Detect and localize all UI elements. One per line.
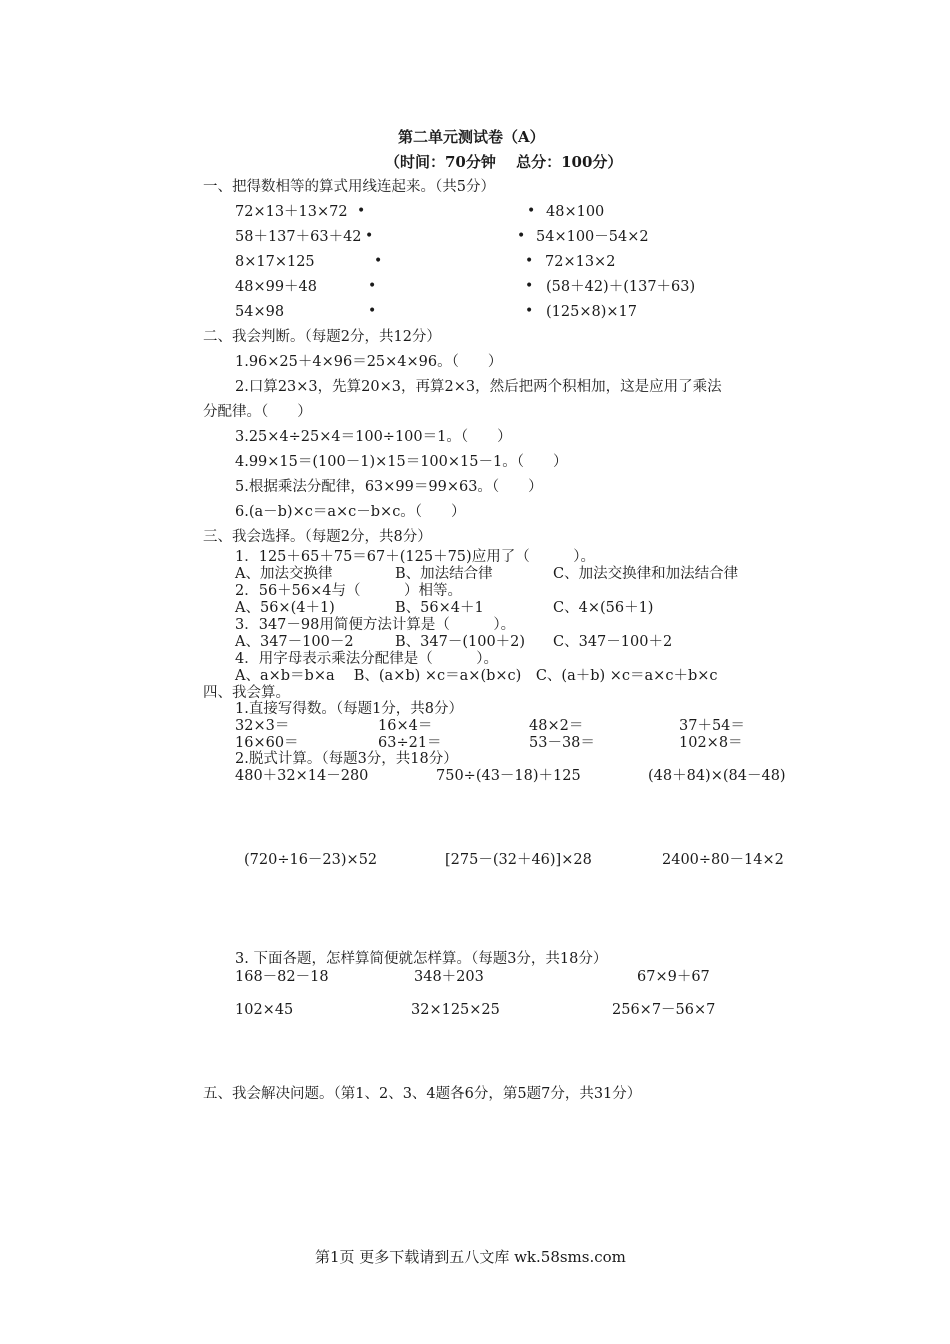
direct-calc-8: 102×8＝ [679,735,743,751]
choice-2-option-a: A、56×(4＋1) [235,600,335,616]
match-left-dot-1[interactable]: • [357,203,366,219]
match-left-dot-5[interactable]: • [368,303,377,319]
simple-calc-4: 102×45 [235,1002,294,1018]
choice-4-options: A、a×b＝b×a B、(a×b) ×c＝a×(b×c) C、(a＋b) ×c＝a×c＋b×c [235,668,718,684]
direct-calc-2: 16×4＝ [378,718,433,734]
choice-question-3: 3．347－98用简便方法计算是（ ）。 [235,617,516,633]
choice-3-option-a: A、347－100－2 [235,634,354,650]
match-left-2: 58＋137＋63＋42 [235,229,362,245]
stepwise-calc-2: 750÷(43－18)＋125 [436,768,581,784]
choice-1-option-a: A、加法交换律 [235,566,333,582]
choice-2-option-c: C、4×(56＋1) [553,600,654,616]
match-left-1: 72×13＋13×72 [235,204,348,220]
section-2-heading: 二、我会判断。（每题2分，共12分） [203,329,441,345]
match-right-dot-4[interactable]: • [525,278,534,294]
direct-calc-4: 37＋54＝ [679,718,745,734]
match-left-4: 48×99＋48 [235,279,318,295]
stepwise-calc-5: [275－(32＋46)]×28 [445,852,592,868]
judge-question-2-line-1: 2.口算23×3，先算20×3，再算2×3，然后把两个积相加，这是应用了乘法 [235,379,722,395]
match-right-3: 72×13×2 [545,254,616,270]
choice-question-2: 2．56＋56×4与（ ）相等。 [235,583,463,599]
choice-question-4: 4．用字母表示乘法分配律是（ ）。 [235,651,498,667]
choice-1-option-b: B、加法结合律 [395,566,493,582]
match-right-dot-5[interactable]: • [525,303,534,319]
match-left-dot-3[interactable]: • [374,253,383,269]
judge-question-5: 5.根据乘法分配律，63×99＝99×63。（ ） [235,479,543,495]
page-footer: 第1页 更多下载请到五八文库 wk.58sms.com [315,1248,626,1266]
stepwise-calc-4: (720÷16－23)×52 [244,852,378,868]
section-3-heading: 三、我会选择。（每题2分，共8分） [203,529,432,545]
page-title: 第二单元测试卷（A） [398,128,545,146]
part-2-heading: 2.脱式计算。（每题3分，共18分） [235,751,458,767]
choice-3-option-b: B、347－(100＋2) [395,634,526,650]
match-right-5: (125×8)×17 [546,304,637,320]
choice-1-option-c: C、加法交换律和加法结合律 [553,566,739,582]
section-5-heading: 五、我会解决问题。（第1、2、3、4题各6分，第5题7分，共31分） [203,1086,642,1102]
match-right-dot-2[interactable]: • [517,228,526,244]
stepwise-calc-6: 2400÷80－14×2 [662,852,784,868]
section-1-heading: 一、把得数相等的算式用线连起来。（共5分） [203,179,495,195]
choice-3-option-c: C、347－100＋2 [553,634,673,650]
match-left-dot-2[interactable]: • [365,228,374,244]
match-right-dot-3[interactable]: • [525,253,534,269]
match-right-dot-1[interactable]: • [527,203,536,219]
match-left-5: 54×98 [235,304,285,320]
part-3-heading: 3. 下面各题，怎样算简便就怎样算。（每题3分，共18分） [235,951,608,967]
judge-question-6: 6.(a－b)×c＝a×c－b×c。（ ） [235,504,466,520]
direct-calc-1: 32×3＝ [235,718,290,734]
judge-question-2-line-2: 分配律。（ ） [203,404,312,420]
simple-calc-3: 67×9＋67 [637,969,710,985]
direct-calc-7: 53－38＝ [529,735,595,751]
stepwise-calc-3: (48＋84)×(84－48) [648,768,786,784]
match-left-dot-4[interactable]: • [368,278,377,294]
direct-calc-6: 63÷21＝ [378,735,442,751]
simple-calc-6: 256×7－56×7 [612,1002,716,1018]
match-right-1: 48×100 [546,204,605,220]
simple-calc-2: 348＋203 [414,969,484,985]
page-subtitle: （时间：70分钟 总分：100分） [385,153,623,171]
part-1-heading: 1.直接写得数。（每题1分，共8分） [235,701,464,717]
judge-question-1: 1.96×25＋4×96＝25×4×96。（ ） [235,354,503,370]
simple-calc-5: 32×125×25 [411,1002,500,1018]
choice-2-option-b: B、56×4＋1 [395,600,484,616]
direct-calc-5: 16×60＝ [235,735,299,751]
match-left-3: 8×17×125 [235,254,315,270]
judge-question-4: 4.99×15＝(100－1)×15＝100×15－1。（ ） [235,454,568,470]
judge-question-3: 3.25×4÷25×4＝100÷100＝1。（ ） [235,429,512,445]
simple-calc-1: 168－82－18 [235,969,329,985]
choice-question-1: 1．125＋65＋75＝67＋(125＋75)应用了（ ）。 [235,549,595,565]
match-right-4: (58＋42)＋(137＋63) [546,279,696,295]
section-4-heading: 四、我会算。 [203,685,290,701]
direct-calc-3: 48×2＝ [529,718,584,734]
stepwise-calc-1: 480＋32×14－280 [235,768,369,784]
match-right-2: 54×100－54×2 [536,229,649,245]
